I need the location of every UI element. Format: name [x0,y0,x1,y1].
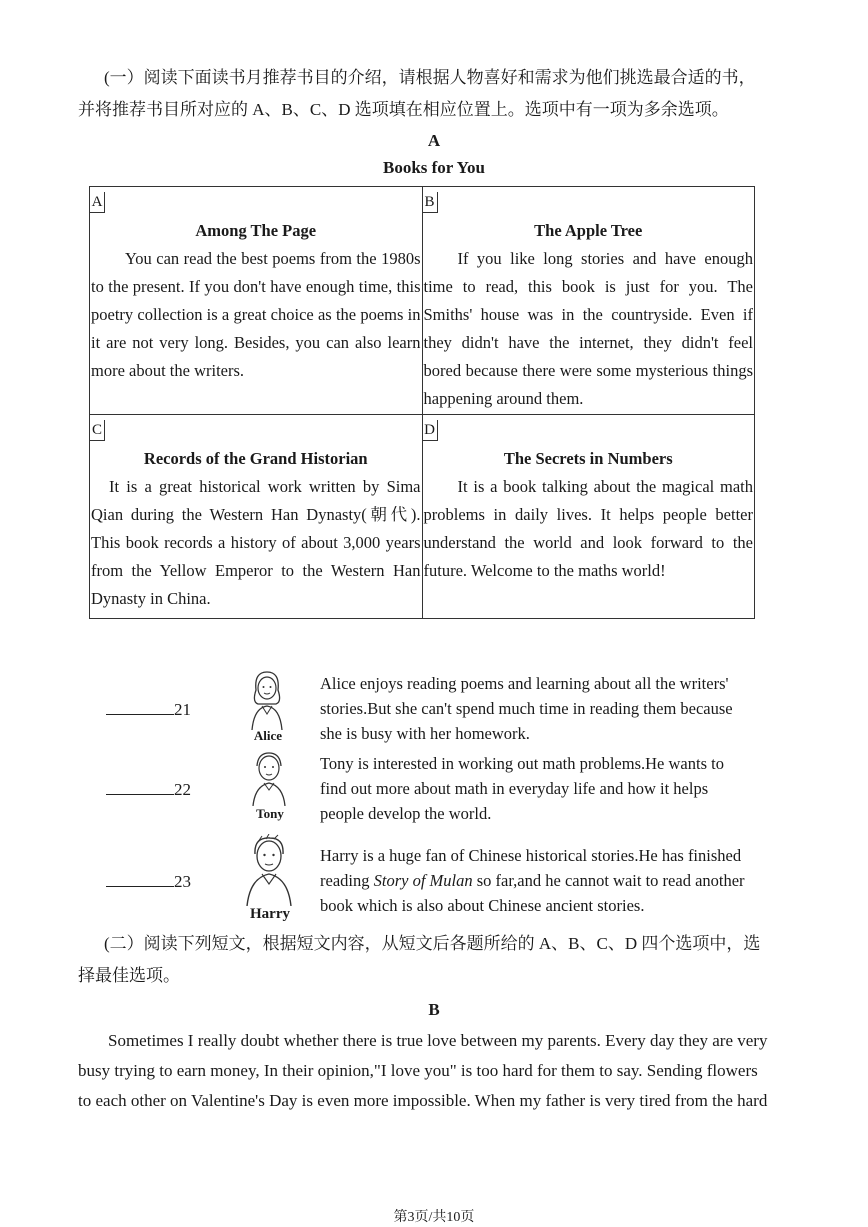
book-c-body [90,473,422,613]
book-cell-b [422,187,755,415]
answer-22 [106,776,191,800]
person-23-line-2b: so far,and he cannot wait to read another [472,871,745,890]
person-23-line-1: Harry is a huge fan of Chinese historical stories.He has finished [320,846,742,865]
book-c-letter: C [90,420,105,441]
book-a-body-text: You can read the best poems from the 1980s to the present. If you don't have enough time, this poetry collection is a great choice as the poems in it are not very long. Besides, you can also learn more about the writers. [91,249,421,380]
instruction-1-line-2: 并将推荐书目所对应的 A、B、C、D 选项填在相应位置上。选项中有一项为多余选项。 [78,100,729,119]
book-b-title: The Apple Tree [534,221,643,240]
alice-figure-icon [242,668,292,730]
person-21-text [320,671,762,746]
book-b-body-text: If you like long stories and have enough time to read, this book is just for you. The Smiths' house was in the countryside. Even if they didn't have the internet, they didn't feel bored because there were some mysterious things happening around them. [423,249,753,408]
instruction-2-line-1: (二）阅读下列短文，根据短文内容，从短文后各题所给的 A、B、C、D 四个选项中，选 [104,934,761,953]
section-a-title: Books for You [382,158,486,177]
book-title-story-of-mulan: Story of Mulan [373,871,473,890]
harry-figure-icon [242,834,296,906]
passage-b-line-3: to each other on Valentine's Day is even more impossible. When my father is very tired from the hard [78,1091,768,1110]
book-d-body [423,473,755,585]
book-c-title: Records of the Grand Historian [143,449,368,468]
instruction-1-line-1: (一）阅读下面读书月推荐书目的介绍，请根据人物喜好和需求为他们挑选最合适的书， [104,68,756,87]
book-a-body [90,245,422,385]
answer-blank-21[interactable] [106,696,174,715]
book-cell-a [90,187,423,415]
book-b-body [423,245,755,413]
answer-blank-23[interactable] [106,868,174,887]
harry-label: Harry [250,906,290,922]
instruction-2 [78,928,790,992]
alice-label: Alice [253,728,283,743]
question-number-23: 23 [174,872,191,891]
answer-21 [106,696,191,720]
person-22-line-1: Tony is interested in working out math problems.He wants to [320,754,724,773]
tony-label: Tony [256,806,284,821]
books-table [89,186,755,619]
book-d-title: The Secrets in Numbers [503,449,673,468]
answer-blank-22[interactable] [106,776,174,795]
person-21-line-1: Alice enjoys reading poems and learning about all the writers' [320,674,729,693]
book-a-letter: A [90,192,105,213]
person-22-text [320,751,762,826]
passage-b-line-2: busy trying to earn money, In their opinion,"I love you" is too hard for them to say. Sending flowers [78,1061,758,1080]
person-21-line-3: she is busy with her homework. [320,724,530,743]
book-d-letter: D [423,420,438,441]
question-number-22: 22 [174,780,191,799]
instruction-2-line-2: 择最佳选项。 [78,966,180,985]
person-22-line-2: find out more about math in everyday life and how it helps [320,779,709,798]
person-23-line-2a: reading [320,871,374,890]
person-23-text [320,843,762,918]
passage-b-line-1: Sometimes I really doubt whether there is true love between my parents. Every day they are very [108,1031,768,1050]
person-22-line-3: people develop the world. [320,804,492,823]
section-b-letter: B [428,1000,440,1019]
question-number-21: 21 [174,700,191,719]
passage-b [78,1026,790,1116]
book-cell-c [90,415,423,619]
book-b-letter: B [423,192,438,213]
book-d-body-text: It is a book talking about the magical math problems in daily lives. It helps people better understand the world and look forward to the future. Welcome to the maths world! [423,477,753,580]
answer-23 [106,868,191,892]
book-a-title: Among The Page [195,221,317,240]
page-footer: 第3页/共10页 [393,1210,475,1225]
person-23-line-3: book which is also about Chinese ancient stories. [320,896,645,915]
person-23-line-2 [320,868,762,893]
book-cell-d [422,415,755,619]
tony-figure-icon [246,750,292,806]
person-21-line-2: stories.But she can't spend much time in reading them because [320,699,733,718]
instruction-1 [78,62,790,126]
book-c-body-text: It is a great historical work written by Sima Qian during the Western Han Dynasty(朝代). This book records a history of about 3,000 years from the Yellow Emperor to the Western Han Dynasty in China. [91,477,421,608]
section-a-letter: A [427,131,441,150]
